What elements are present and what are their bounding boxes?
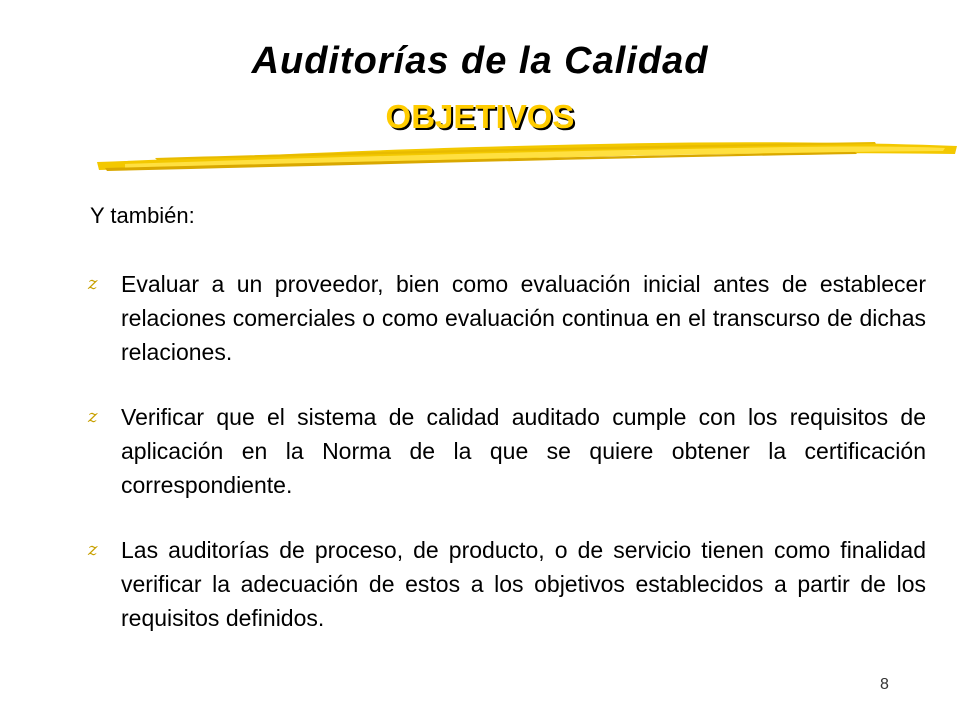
bullet-list: [88, 267, 926, 666]
list-item: [88, 400, 926, 502]
list-item: [88, 267, 926, 369]
bullet-text: Las auditorías de proceso, de producto, o de servicio tienen como finalidad verificar la adecuación de estos a los objetivos establecidos a partir de los requisitos definidos.: [121, 537, 926, 631]
bullet-z-icon: z: [88, 406, 98, 427]
bullet-text: Verificar que el sistema de calidad auditado cumple con los requisitos de aplicación en la Norma de la que se quiere obtener la certificación correspondiente.: [121, 404, 926, 498]
slide-subtitle: OBJETIVOS: [385, 98, 575, 135]
slide-title: Auditorías de la Calidad: [251, 40, 709, 82]
bullet-z-icon: z: [88, 273, 98, 294]
page-number: 8: [880, 676, 889, 693]
intro-text: Y también:: [90, 203, 195, 228]
bullet-text: Evaluar a un proveedor, bien como evaluación inicial antes de establecer relaciones comerciales o como evaluación continua en el transcurso de dichas relaciones.: [121, 271, 926, 365]
list-item: [88, 533, 926, 635]
bullet-z-icon: z: [88, 539, 98, 560]
yellow-brush-stroke-decoration: [95, 128, 960, 178]
